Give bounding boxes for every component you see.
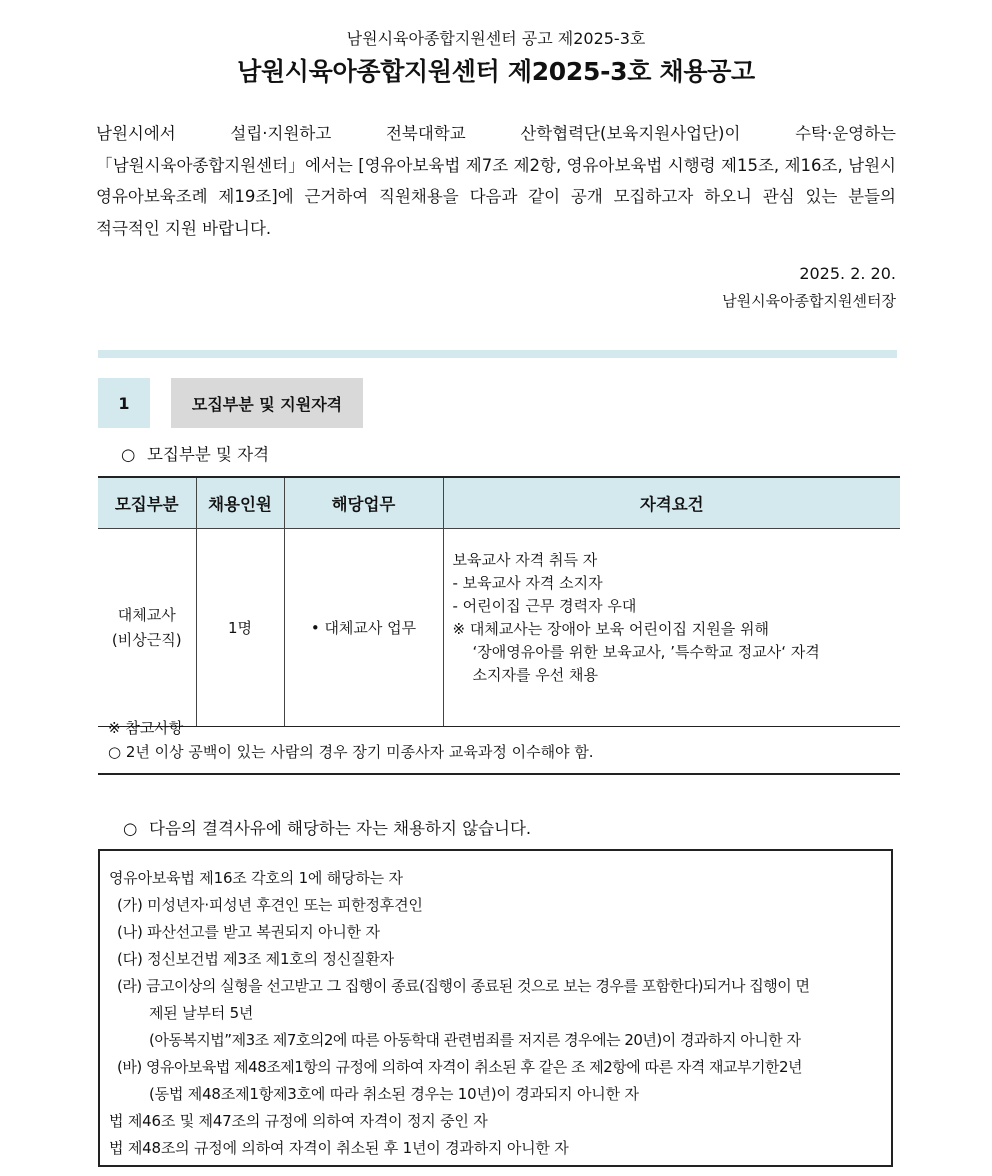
cell-category bbox=[98, 529, 196, 727]
disqualification-line: (바) 영유아보육법 제48조제1항의 규정에 의하여 자격이 취소된 후 같은 조 제2항에 따른 자격 재교부기한2년 bbox=[117, 1058, 803, 1076]
disqualification-line: (다) 정신보건법 제3조 제1호의 정신질환자 bbox=[117, 950, 394, 968]
section-divider bbox=[98, 350, 897, 358]
cell-duty: • 대체교사 업무 bbox=[284, 529, 443, 727]
bullet-marker: ○ bbox=[123, 819, 138, 838]
category-name: 대체교사 bbox=[117, 605, 176, 624]
disqualification-line: 제된 날부터 5년 bbox=[149, 1004, 254, 1022]
disqualification-line: 법 제48조의 규정에 의하여 자격이 취소된 후 1년이 경과하지 아니한 자 bbox=[109, 1139, 569, 1157]
disqualification-line: (동법 제48조제1항제3호에 따라 취소된 경우는 10년)이 경과되지 아니한 자 bbox=[149, 1085, 639, 1103]
header-duty: 해당업무 bbox=[284, 477, 443, 529]
qualification-line: 소지자를 우선 채용 bbox=[472, 666, 598, 684]
notice-number: 남원시육아종합지원센터 공고 제2025-3호 bbox=[346, 29, 646, 48]
page-title: 남원시육아종합지원센터 제2025-3호 채용공고 bbox=[237, 57, 755, 86]
disqualification-line: (나) 파산선고를 받고 복권되지 아니한 자 bbox=[117, 923, 380, 941]
section-bullet bbox=[121, 441, 269, 465]
notes-section bbox=[98, 716, 900, 764]
disqualification-line: (가) 미성년자·피성년 후견인 또는 피한정후견인 bbox=[117, 896, 423, 914]
section-title: 모집부분 및 지원자격 bbox=[171, 378, 363, 428]
qualification-line: - 어린이집 근무 경력자 우대 bbox=[452, 597, 637, 615]
table-header-row bbox=[98, 477, 900, 529]
intro-paragraph: 남원시에서 설립·지원하고 전북대학교 산학협력단(보육지원사업단)이 수탁·운영하는 「남원시육아종합지원센터」에서는 [영유아보육법 제7조 제2항, 영유아보육법 시행령 제15조, 제16조, 남원시 영유아보육조례 제19조]에 근거하여 직원채용을 다음과 같이 공개 모집하고자 하오니 관심 있는 분들의 적극적인 지원 바랍니다. bbox=[96, 124, 896, 238]
disqualification-line: 법 제46조 및 제47조의 규정에 의하여 자격이 정지 중인 자 bbox=[109, 1112, 488, 1130]
cell-qualifications bbox=[443, 529, 900, 727]
header-category: 모집부분 bbox=[98, 477, 196, 529]
disqualification-line: (아동복지법”제3조 제7호의2에 따른 아동학대 관련범죄를 저지른 경우에는 20년)이 경과하지 아니한 자 bbox=[149, 1031, 801, 1049]
section-bullet-text: 모집부분 및 자격 bbox=[147, 445, 270, 464]
qualification-line: - 보육교사 자격 소지자 bbox=[452, 574, 603, 592]
disqualification-intro-text: 다음의 결격사유에 해당하는 자는 채용하지 않습니다. bbox=[149, 819, 532, 838]
notes-divider bbox=[98, 773, 900, 775]
recruitment-table bbox=[98, 476, 900, 727]
cell-headcount: 1명 bbox=[196, 529, 284, 727]
issuer-name: 남원시육아종합지원센터장 bbox=[722, 292, 896, 310]
notes-item: ○ 2년 이상 공백이 있는 사람의 경우 장기 미종사자 교육과정 이수해야 함. bbox=[108, 743, 594, 761]
disqualification-line: (라) 금고이상의 실형을 선고받고 그 집행이 종료(집행이 종료된 것으로 보는 경우를 포함한다)되거나 집행이 면 bbox=[117, 977, 810, 995]
bullet-marker: ○ bbox=[121, 445, 136, 464]
announcement-date: 2025. 2. 20. bbox=[799, 264, 896, 283]
header-headcount: 채용인원 bbox=[196, 477, 284, 529]
disqualification-box bbox=[98, 849, 893, 1167]
qualification-line: ‘장애영유아를 위한 보육교사, ’특수학교 정교사‘ 자격 bbox=[472, 643, 820, 661]
disqualification-line: 영유아보육법 제16조 각호의 1에 해당하는 자 bbox=[109, 869, 403, 887]
category-type: (비상근직) bbox=[111, 630, 182, 649]
disqualification-intro bbox=[123, 815, 531, 839]
section-number: 1 bbox=[98, 378, 150, 428]
table-row bbox=[98, 529, 900, 727]
notes-heading: ※ 참고사항 bbox=[108, 719, 184, 737]
qualification-line: 보육교사 자격 취득 자 bbox=[452, 551, 598, 569]
header-qualifications: 자격요건 bbox=[443, 477, 900, 529]
qualification-line: ※ 대체교사는 장애아 보육 어린이집 지원을 위해 bbox=[452, 620, 769, 638]
